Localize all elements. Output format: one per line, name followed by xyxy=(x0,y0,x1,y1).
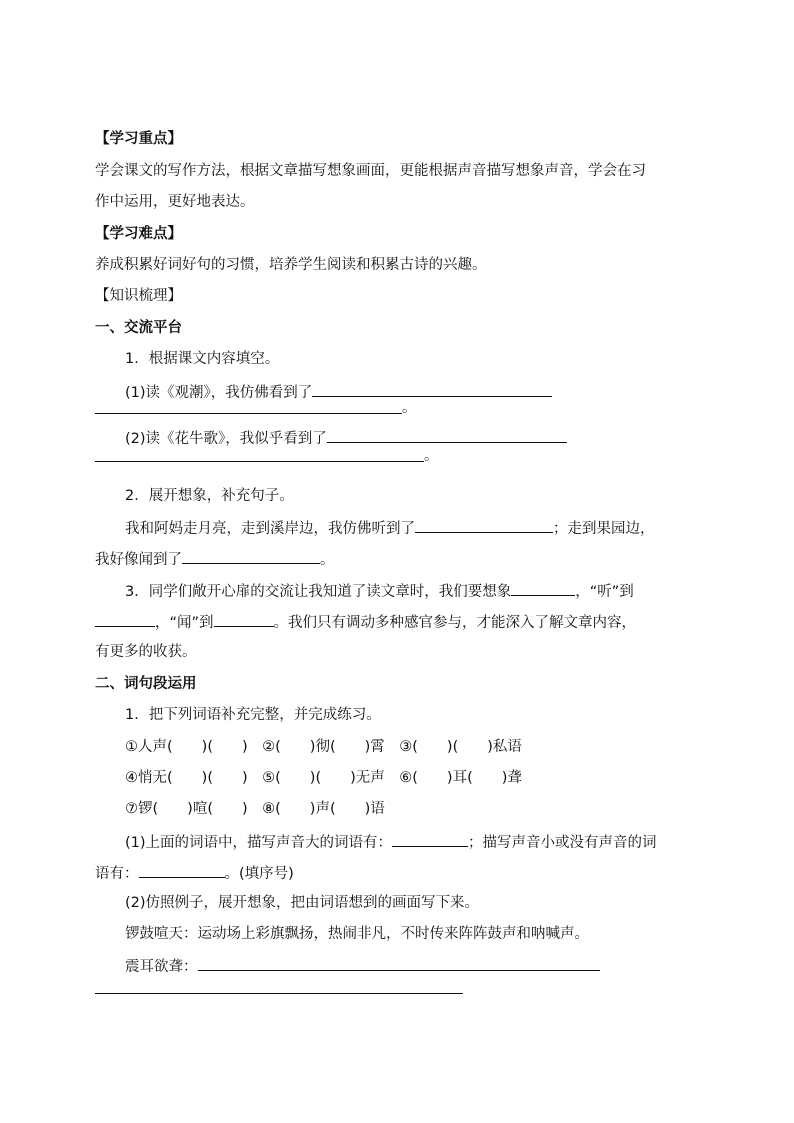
q1-item-1-text: (1)读《观潮》，我仿佛看到了 xyxy=(125,385,313,401)
focus-text-line-2: 作中运用，更好地表达。 xyxy=(95,194,255,210)
part1-q1-item-1 xyxy=(125,381,552,403)
part2-question-1: 1．把下列词语补充完整，并完成练习。 xyxy=(125,707,381,723)
q3-text-2: ，“听”到 xyxy=(575,584,634,600)
q3-text-3: ，“闻”到 xyxy=(155,615,214,631)
answer-line[interactable] xyxy=(95,993,463,994)
sub1-text-2: ；描写声音小或没有声音的词 xyxy=(468,835,657,851)
part2-title: 二、词句段运用 xyxy=(95,676,197,692)
q3-text-1: 3．同学们敞开心扉的交流让我知道了读文章时，我们要想象 xyxy=(125,584,512,600)
part1-q3-line-2 xyxy=(95,611,636,633)
idiom-row-1: ①人声( )( ) ②( )彻( )霄 ③( )( )私语 xyxy=(125,739,522,755)
part1-q2-line-1 xyxy=(125,517,655,539)
q2-text-3: 我好像闻到了 xyxy=(95,552,182,568)
part2-sub2: (2)仿照例子，展开想象，把由词语想到的画面写下来。 xyxy=(125,895,480,911)
sub1-text-3: 语有： xyxy=(95,866,139,882)
q2-text-1: 我和阿妈走月亮，走到溪岸边，我仿佛听到了 xyxy=(125,521,415,537)
part1-title: 一、交流平台 xyxy=(95,320,182,336)
answer-line[interactable] xyxy=(95,461,424,462)
sub1-text-1: (1)上面的词语中，描写声音大的词语有： xyxy=(125,835,393,851)
period: 。 xyxy=(402,400,417,416)
answer-blank[interactable] xyxy=(214,611,274,627)
q2-text-2: ；走到果园边， xyxy=(553,521,655,537)
part2-task xyxy=(125,955,600,977)
answer-blank[interactable] xyxy=(312,381,552,397)
answer-blank[interactable] xyxy=(139,862,225,878)
idiom-row-2: ④悄无( )( ) ⑤( )( )无声 ⑥( )耳( )聋 xyxy=(125,770,522,786)
period: 。 xyxy=(320,552,335,568)
part1-question-2: 2．展开想象，补充句子。 xyxy=(125,488,294,504)
part1-q1-item-2 xyxy=(125,427,567,449)
idiom-row-3: ⑦锣( )喧( ) ⑧( )声( )语 xyxy=(125,801,385,817)
part1-q3-line-1 xyxy=(125,580,634,602)
example-sentence: 锣鼓喧天：运动场上彩旗飘扬，热闹非凡，不时传来阵阵鼓声和呐喊声。 xyxy=(125,926,589,942)
answer-blank[interactable] xyxy=(198,955,600,971)
part1-question-1: 1．根据课文内容填空。 xyxy=(125,351,280,367)
answer-blank[interactable] xyxy=(511,580,575,596)
difficulty-text: 养成积累好词好句的习惯，培养学生阅读和积累古诗的兴趣。 xyxy=(95,257,487,273)
answer-blank[interactable] xyxy=(327,427,567,443)
answer-blank[interactable] xyxy=(415,517,553,533)
part2-sub1-line-1 xyxy=(125,831,657,853)
answer-blank[interactable] xyxy=(392,831,468,847)
task-label: 震耳欲聋： xyxy=(125,959,198,975)
knowledge-heading: 【知识梳理】 xyxy=(95,288,182,304)
focus-heading: 【学习重点】 xyxy=(95,131,182,147)
part2-sub1-line-2 xyxy=(95,862,294,884)
focus-text-line-1: 学会课文的写作方法，根据文章描写想象画面，更能根据声音描写想象声音，学会在习 xyxy=(95,163,646,179)
answer-blank[interactable] xyxy=(182,548,320,564)
q1-item-2-text: (2)读《花牛歌》，我似乎看到了 xyxy=(125,431,327,447)
difficulty-heading: 【学习难点】 xyxy=(95,226,182,242)
part1-q2-line-2 xyxy=(95,548,335,570)
period: 。 xyxy=(424,448,439,464)
part1-q3-line-3: 有更多的收获。 xyxy=(95,644,197,660)
q3-text-4: 。我们只有调动多种感官参与，才能深入了解文章内容， xyxy=(273,615,637,631)
answer-line[interactable] xyxy=(95,413,402,414)
sub1-text-4: 。(填序号) xyxy=(224,866,294,882)
answer-blank[interactable] xyxy=(95,611,155,627)
